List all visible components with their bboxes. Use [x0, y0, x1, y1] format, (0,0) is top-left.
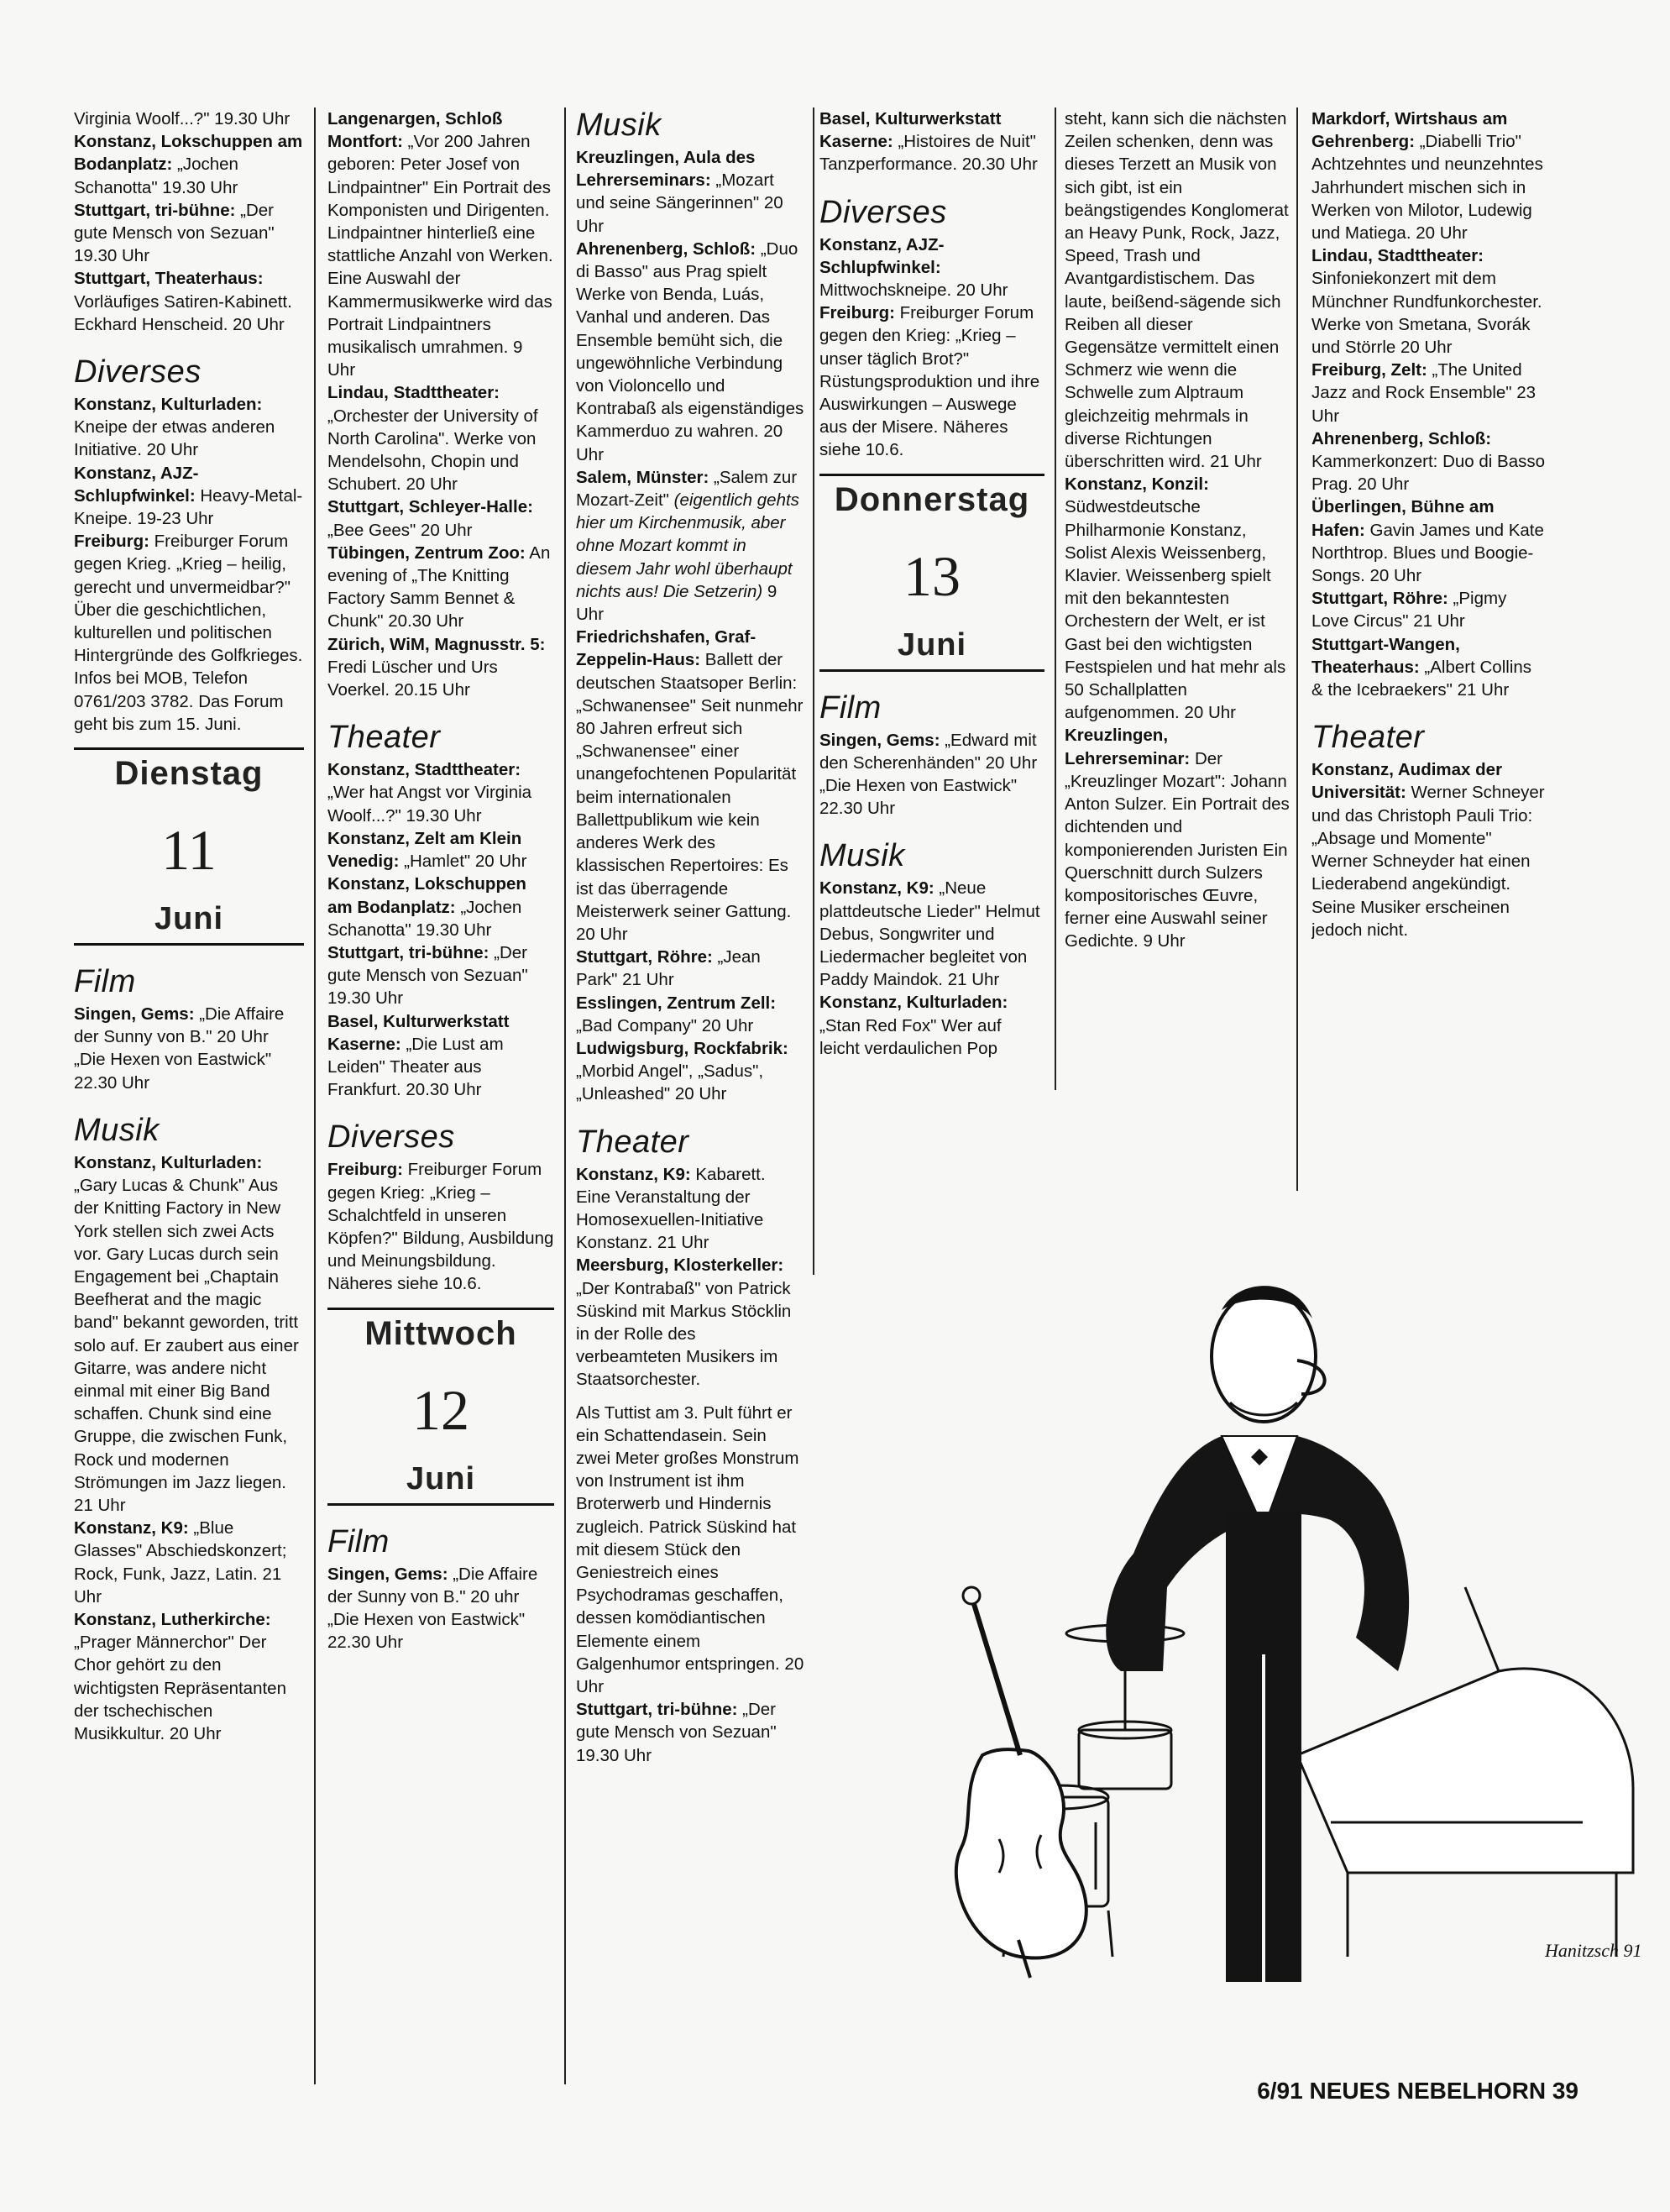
section-heading-musik: Musik — [74, 1112, 160, 1148]
column-4 — [819, 107, 1044, 1266]
listing: Stuttgart, tri-bühne: „Der gute Mensch von Sezuan" 19.30 Uhr — [576, 1700, 777, 1765]
listing: Konstanz, K9: „Blue Glasses" Abschiedskonzert; Rock, Funk, Jazz, Latin. 21 Uhr — [74, 1518, 287, 1607]
listing: Konstanz, Konzil: Südwestdeutsche Philharmonie Konstanz, Solist Alexis Weissenberg, Klavier. Weissenberg spielt mit den bekanntesten Orchestern der Welt, er ist Gast bei den wichtigsten Festspielen und hat mehr als 50 Schallplatten aufgenommen. 20 Uhr — [1065, 474, 1286, 723]
column-2 — [327, 107, 554, 2089]
day-month: Juni — [897, 626, 967, 663]
listing: Esslingen, Zentrum Zell: „Bad Company" 20 Uhr — [576, 993, 777, 1035]
listing: Stuttgart, Schleyer-Halle: „Bee Gees" 20 Uhr — [327, 497, 533, 540]
listing: Basel, Kulturwerkstatt Kaserne: „Die Lust am Leiden" Theater aus Frankfurt. 20.30 Uhr — [327, 1011, 510, 1100]
column-rule — [1055, 107, 1056, 1090]
section-heading-film: Film — [74, 964, 136, 1000]
listing: Basel, Kulturwerkstatt Kaserne: „Histoires de Nuit" Tanzperformance. 20.30 Uhr — [819, 109, 1038, 175]
listing: Freiburg: Freiburger Forum gegen Krieg: „Krieg – Schalchtfeld in unseren Köpfen?" Bildung, Ausbildung und Meinungsbildung. Näheres siehe 10.6. — [327, 1160, 554, 1294]
listing: Freiburg: Freiburger Forum gegen den Krieg: „Krieg – unser täglich Brot?" Rüstungsproduktion und ihre Auswirkungen – Auswege aus der Misere. Näheres siehe 10.6. — [819, 303, 1040, 460]
pianist-figure-drawing — [1106, 1286, 1409, 1982]
listing: Salem, Münster: „Salem zur Mozart-Zeit" (eigentlich gehts hier um Kirchenmusik, aber ohne Mozart kommt in diesem Jahr wohl überhaupt nichts aus! Die Setzerin) 9 Uhr — [576, 467, 799, 625]
column-1 — [74, 107, 304, 2089]
listing: Konstanz, AJZ-Schlupfwinkel: Mittwochskneipe. 20 Uhr — [819, 234, 1008, 301]
day-month: Juni — [154, 901, 224, 937]
section-heading-theater: Theater — [327, 720, 441, 756]
listing: Konstanz, Kulturladen: „Stan Red Fox" Wer auf leicht verdaulichen Pop — [819, 993, 1008, 1058]
listing: Konstanz, K9: Kabarett. Eine Veranstaltung der Homosexuellen-Initiative Konstanz. 21 Uhr — [576, 1164, 766, 1253]
day-header-dienstag — [74, 747, 304, 946]
column-rule — [1296, 107, 1298, 1191]
section-heading-film: Film — [327, 1523, 390, 1559]
listing: Konstanz, K9: „Neue plattdeutsche Lieder" Helmut Debus, Songwriter und Liedermacher begleitet von Paddy Maindok. 21 Uhr — [819, 878, 1040, 990]
column-rule — [564, 107, 566, 2084]
section-heading-musik: Musik — [576, 107, 662, 143]
listing: Überlingen, Bühne am Hafen: Gavin James und Kate Northtrop. Blues und Boogie-Songs. 20 Uhr — [1311, 497, 1544, 586]
listing: Konstanz, AJZ-Schlupfwinkel: Heavy-Metal-Kneipe. 19-23 Uhr — [74, 463, 303, 529]
listing: steht, kann sich die nächsten Zeilen schenken, denn was dieses Terzett an Musik von sich gibt, ist ein beängstigendes Konglomerat an Heavy Punk, Rock, Jazz, Speed, Trash und Avantgardistischem. Das laute, beißend-sägende sich Reiben all dieser Gegensätze vermittelt einen Schmerz wie wenn die Schwelle zum Alptraum gleichzeitig mehrmals in diverse Richtungen überschritten wird. 21 Uhr — [1065, 109, 1289, 472]
listing: Stuttgart, Röhre: „Pigmy Love Circus" 21 Uhr — [1311, 589, 1507, 632]
section-heading-theater: Theater — [1311, 720, 1425, 756]
section-heading-musik: Musik — [819, 838, 905, 874]
listing: Lindau, Stadttheater: „Orchester der University of North Carolina". Werke von Mendelsohn, Chopin und Schubert. 20 Uhr — [327, 383, 538, 495]
day-number: 13 — [903, 543, 961, 608]
listing: Markdorf, Wirtshaus am Gehrenberg: „Diabelli Trio" Achtzehntes und neunzehntes Jahrhundert mischen sich in Werken von Milotor, Ludewig und Matiega. 20 Uhr — [1311, 109, 1543, 244]
pianist-caricature-illustration — [827, 1151, 1667, 1990]
day-header-mittwoch — [327, 1308, 554, 1506]
listing: Virginia Woolf...?" 19.30 Uhr — [74, 109, 291, 128]
artist-signature: Hanitzsch 91 — [1545, 1940, 1642, 1961]
page-number: 39 — [1552, 2078, 1578, 2104]
listing: Kreuzlingen, Lehrerseminar: Der „Kreuzlinger Mozart": Johann Anton Sulzer. Ein Portrait des dichtenden und komponierenden Juristen Ein Querschnitt durch Sulzers kompositorisches Œuvre, ferner eine Auswahl seiner Gedichte. 9 Uhr — [1065, 726, 1290, 951]
listing: Stuttgart, tri-bühne: „Der gute Mensch von Sezuan" 19.30 Uhr — [74, 200, 275, 266]
grand-piano-drawing — [1297, 1587, 1633, 1957]
listing: Freiburg: Freiburger Forum gegen Krieg. „Krieg – heilig, gerecht und unvermeidbar?" Über die geschichtlichen, kulturellen und politischen Hintergründe des Golfkrieges. Infos bei MOB, Telefon 0761/203 3782. Das Forum geht bis zum 15. Juni. — [74, 532, 303, 734]
listing: Konstanz, Audimax der Universität: Werner Schneyer und das Christoph Pauli Trio: „Absage und Momente" Werner Schneyder hat einen Liederabend angekündigt. Seine Musiker erscheinen jedoch nicht. — [1311, 760, 1545, 940]
listing: Konstanz, Kulturladen: „Gary Lucas & Chunk" Aus der Knitting Factory in New York stellen sich zwei Acts vor. Gary Lucas durch sein Engagement bei „Chaptain Beefherat and the magic band" bekannt geworden, tritt solo auf. Er zaubert aus einer Gitarre, was andere nicht einmal mit einer Big Band schaffen. Chunk sind eine Gruppe, die zwischen Funk, Rock und modernen Strömungen im Jazz liegen. 21 Uhr — [74, 1152, 299, 1515]
listing: Ahrenenberg, Schloß: Kammerkonzert: Duo di Basso Prag. 20 Uhr — [1311, 428, 1546, 495]
listing: Langenargen, Schloß Montfort: „Vor 200 Jahren geboren: Peter Josef von Lindpaintner" Ein Portrait des Komponisten und Dirigenten. Lindpaintner hinterließ eine stattliche Anzahl von Werken. Eine Auswahl der Kammermusikwerke wird das Portrait Lindpaintners musikalisch umrahmen. 9 Uhr — [327, 109, 553, 380]
listing: Stuttgart, Theaterhaus: Vorläufiges Satiren-Kabinett. Eckhard Henscheid. 20 Uhr — [74, 269, 292, 334]
section-heading-diverses: Diverses — [819, 194, 947, 230]
page-footer — [1175, 2078, 1578, 2105]
column-5 — [1065, 107, 1290, 1115]
listing: Ahrenenberg, Schloß: „Duo di Basso" aus Prag spielt Werke von Benda, Luás, Vanhal und anderen. Das Ensemble bemüht sich, die ungewöhnliche Verbindung von Violoncello und Kontrabaß als eigenständiges Kammerduo zu wahren. 20 Uhr — [576, 238, 804, 464]
listing: Zürich, WiM, Magnusstr. 5: Fredi Lüscher und Urs Voerkel. 20.15 Uhr — [327, 634, 546, 700]
listing: Singen, Gems: „Die Affaire der Sunny von B." 20 Uhr „Die Hexen von Eastwick" 22.30 Uhr — [74, 1004, 285, 1093]
section-heading-theater: Theater — [576, 1124, 689, 1160]
day-name: Dienstag — [114, 755, 264, 793]
issue-number: 6/91 — [1257, 2078, 1303, 2104]
day-number: 11 — [161, 818, 217, 883]
day-name: Mittwoch — [364, 1314, 517, 1352]
column-rule — [314, 107, 316, 2084]
listing: Konstanz, Zelt am Klein Venedig: „Hamlet" 20 Uhr — [327, 828, 527, 872]
day-header-donnerstag — [819, 474, 1044, 672]
listing: Konstanz, Stadttheater: „Wer hat Angst vor Virginia Woolf...?" 19.30 Uhr — [327, 760, 532, 826]
listing: Konstanz, Lokschuppen am Bodanplatz: „Jochen Schanotta" 19.30 Uhr — [327, 874, 526, 940]
listing: Singen, Gems: „Edward mit den Scherenhänden" 20 Uhr „Die Hexen von Eastwick" 22.30 Uhr — [819, 730, 1038, 819]
day-number: 12 — [412, 1377, 469, 1442]
section-heading-film: Film — [819, 689, 882, 726]
listing: Kreuzlingen, Aula des Lehrerseminars: „Mozart und seine Sängerinnen" 20 Uhr — [576, 148, 783, 236]
listing: Friedrichshafen, Graf-Zeppelin-Haus: Ballett der deutschen Staatsoper Berlin: „Schwanensee" Seit nunmehr 80 Jahren erfreut sich „Schwanensee" einer unangefochtenen Popularität beim internationalen Ballettpublikum wie kein anderes Werk des klassischen Repertoires: Es ist das überragende Meisterwerk seiner Gattung. 20 Uhr — [576, 627, 804, 944]
column-rule — [813, 107, 814, 1275]
listing: Ludwigsburg, Rockfabrik: „Morbid Angel", „Sadus", „Unleashed" 20 Uhr — [576, 1038, 788, 1104]
column-6 — [1311, 107, 1547, 1199]
column-3 — [576, 107, 804, 2089]
listing: Als Tuttist am 3. Pult führt er ein Schattendasein. Sein zwei Meter großes Monstrum von Instrument ist ihm Broterwerb und Hindernis zugleich. Patrick Süskind hat mit diesem Stück den Geniestreich eines Psychodramas geschaffen, dessen komödiantischen Elemente einem Galgenhumor entspringen. 20 Uhr — [576, 1402, 804, 1696]
section-heading-diverses: Diverses — [74, 354, 202, 391]
listing: Freiburg, Zelt: „The United Jazz and Rock Ensemble" 23 Uhr — [1311, 360, 1537, 426]
cello-drawing — [956, 1587, 1086, 1978]
magazine-name: NEUES NEBELHORN — [1309, 2078, 1547, 2104]
listing: Singen, Gems: „Die Affaire der Sunny von B." 20 uhr „Die Hexen von Eastwick" 22.30 Uhr — [327, 1564, 538, 1653]
day-month: Juni — [406, 1460, 476, 1497]
listing: Konstanz, Kulturladen: Kneipe der etwas anderen Initiative. 20 Uhr — [74, 395, 275, 460]
day-name: Donnerstag — [834, 480, 1030, 518]
listing: Konstanz, Lokschuppen am Bodanplatz: „Jochen Schanotta" 19.30 Uhr — [74, 132, 303, 197]
listing: Tübingen, Zentrum Zoo: An evening of „The Knitting Factory Samm Bennet & Chunk" 20.30 Uhr — [327, 543, 551, 632]
listing: Stuttgart, Röhre: „Jean Park" 21 Uhr — [576, 947, 761, 990]
listing: Stuttgart, tri-bühne: „Der gute Mensch von Sezuan" 19.30 Uhr — [327, 942, 528, 1009]
listing: Lindau, Stadttheater: Sinfoniekonzert mit dem Münchner Rundfunkorchester. Werke von Smetana, Svorák und Störrle 20 Uhr — [1311, 246, 1542, 358]
listing: Konstanz, Lutherkirche: „Prager Männerchor" Der Chor gehört zu den wichtigsten Repräsentanten der tschechischen Musikkultur. 20 Uhr — [74, 1609, 286, 1743]
section-heading-diverses: Diverses — [327, 1119, 455, 1156]
listing: Meersburg, Klosterkeller: „Der Kontrabaß" von Patrick Süskind mit Markus Stöcklin in der Rolle des verbeamteten Musikers im Staatsorchester. — [576, 1255, 792, 1390]
listing: Stuttgart-Wangen, Theaterhaus: „Albert Collins & the Icebraekers" 21 Uhr — [1311, 634, 1532, 700]
